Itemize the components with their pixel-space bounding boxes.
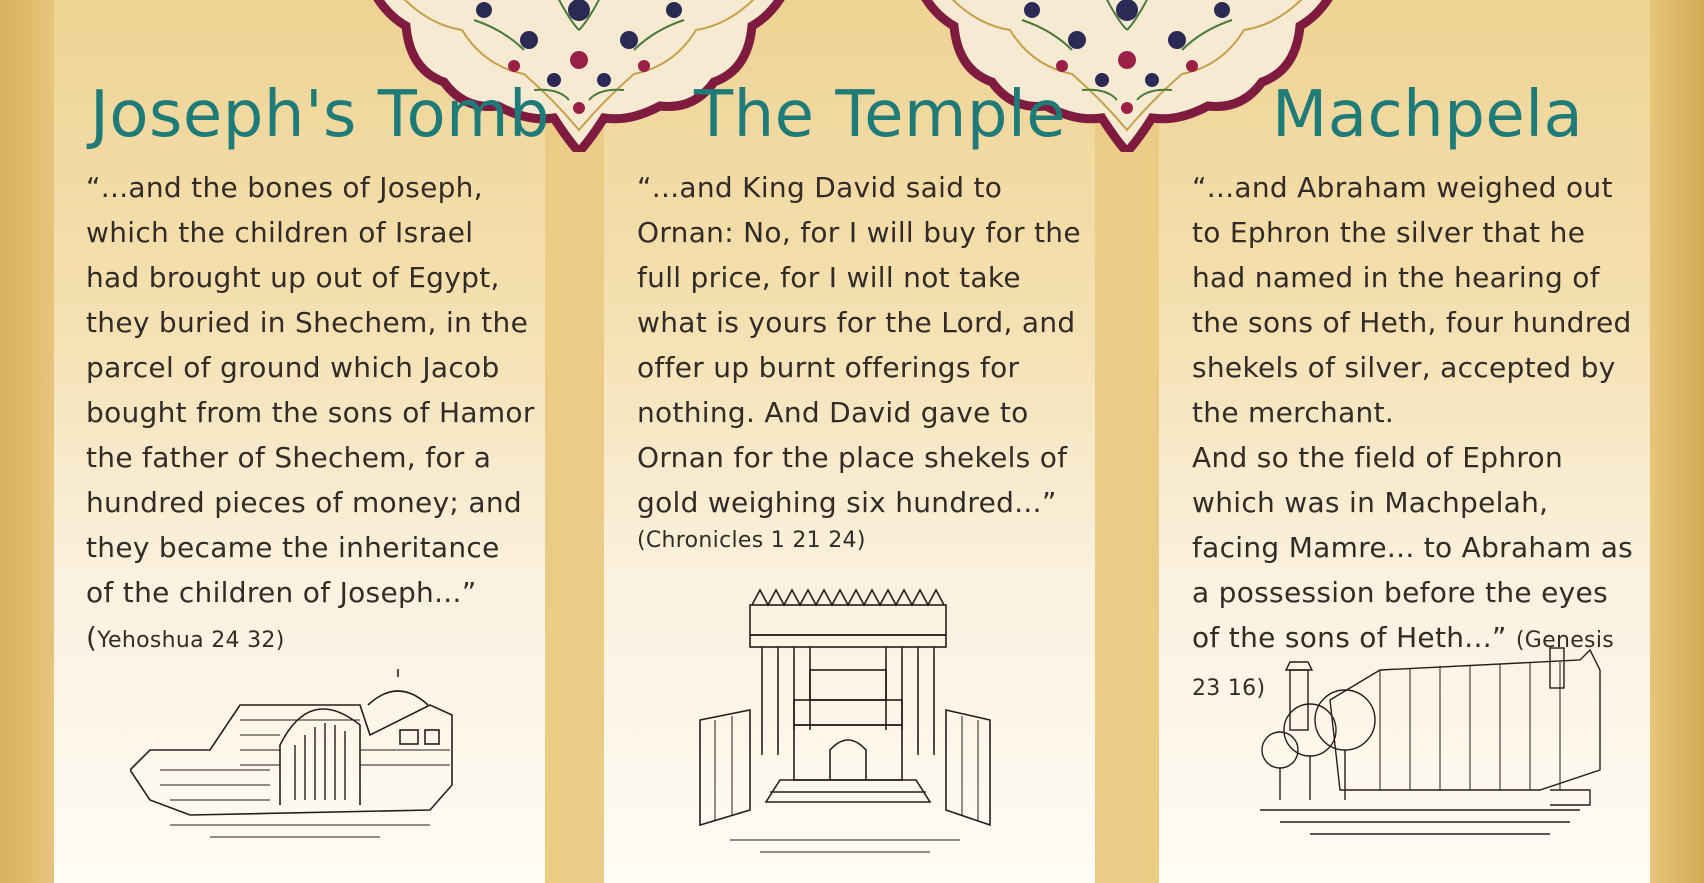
citation: (Chronicles 1 21 24) xyxy=(637,528,866,553)
quote-text: “...and King David said to Ornan: No, for I will buy for the full price, for I will not take what is yours for the Lord, and offer up burnt offerings for nothing. And David gave to Ornan for the place shekels of gold weighing six hundred...” xyxy=(637,171,1081,519)
machpela-sketch xyxy=(1250,640,1610,850)
quote-text: “...and the bones of Joseph, which the children of Israel had brought up out of Egypt, they buried in Shechem, in the parcel of ground which Jacob bought from the sons of Hamor the father of Shechem, for a hundred pieces of money; and they became the inheritance of the children of Joseph...” ( xyxy=(86,171,535,654)
quote-the-temple xyxy=(637,165,1087,557)
title-the-temple: The Temple xyxy=(694,78,1067,152)
josephs-tomb-sketch xyxy=(130,665,480,850)
temple-sketch xyxy=(690,570,1000,860)
quote-josephs-tomb xyxy=(86,165,536,663)
citation: Yehoshua 24 32) xyxy=(97,628,285,653)
title-machpela: Machpela xyxy=(1272,78,1584,152)
title-josephs-tomb: Joseph's Tomb xyxy=(90,78,551,152)
citation: (Genesis 23 16) xyxy=(1192,628,1614,701)
quote-text: “...and Abraham weighed out to Ephron the silver that he had named in the hearing of the sons of Heth, four hundred shekels of silver, accepted by the merchant. And so the field of Ephron which was in Machpelah, facing Mamre... to Abraham as a possession before the eyes of the sons of Heth...” xyxy=(1192,171,1634,654)
quote-machpela xyxy=(1192,165,1644,711)
